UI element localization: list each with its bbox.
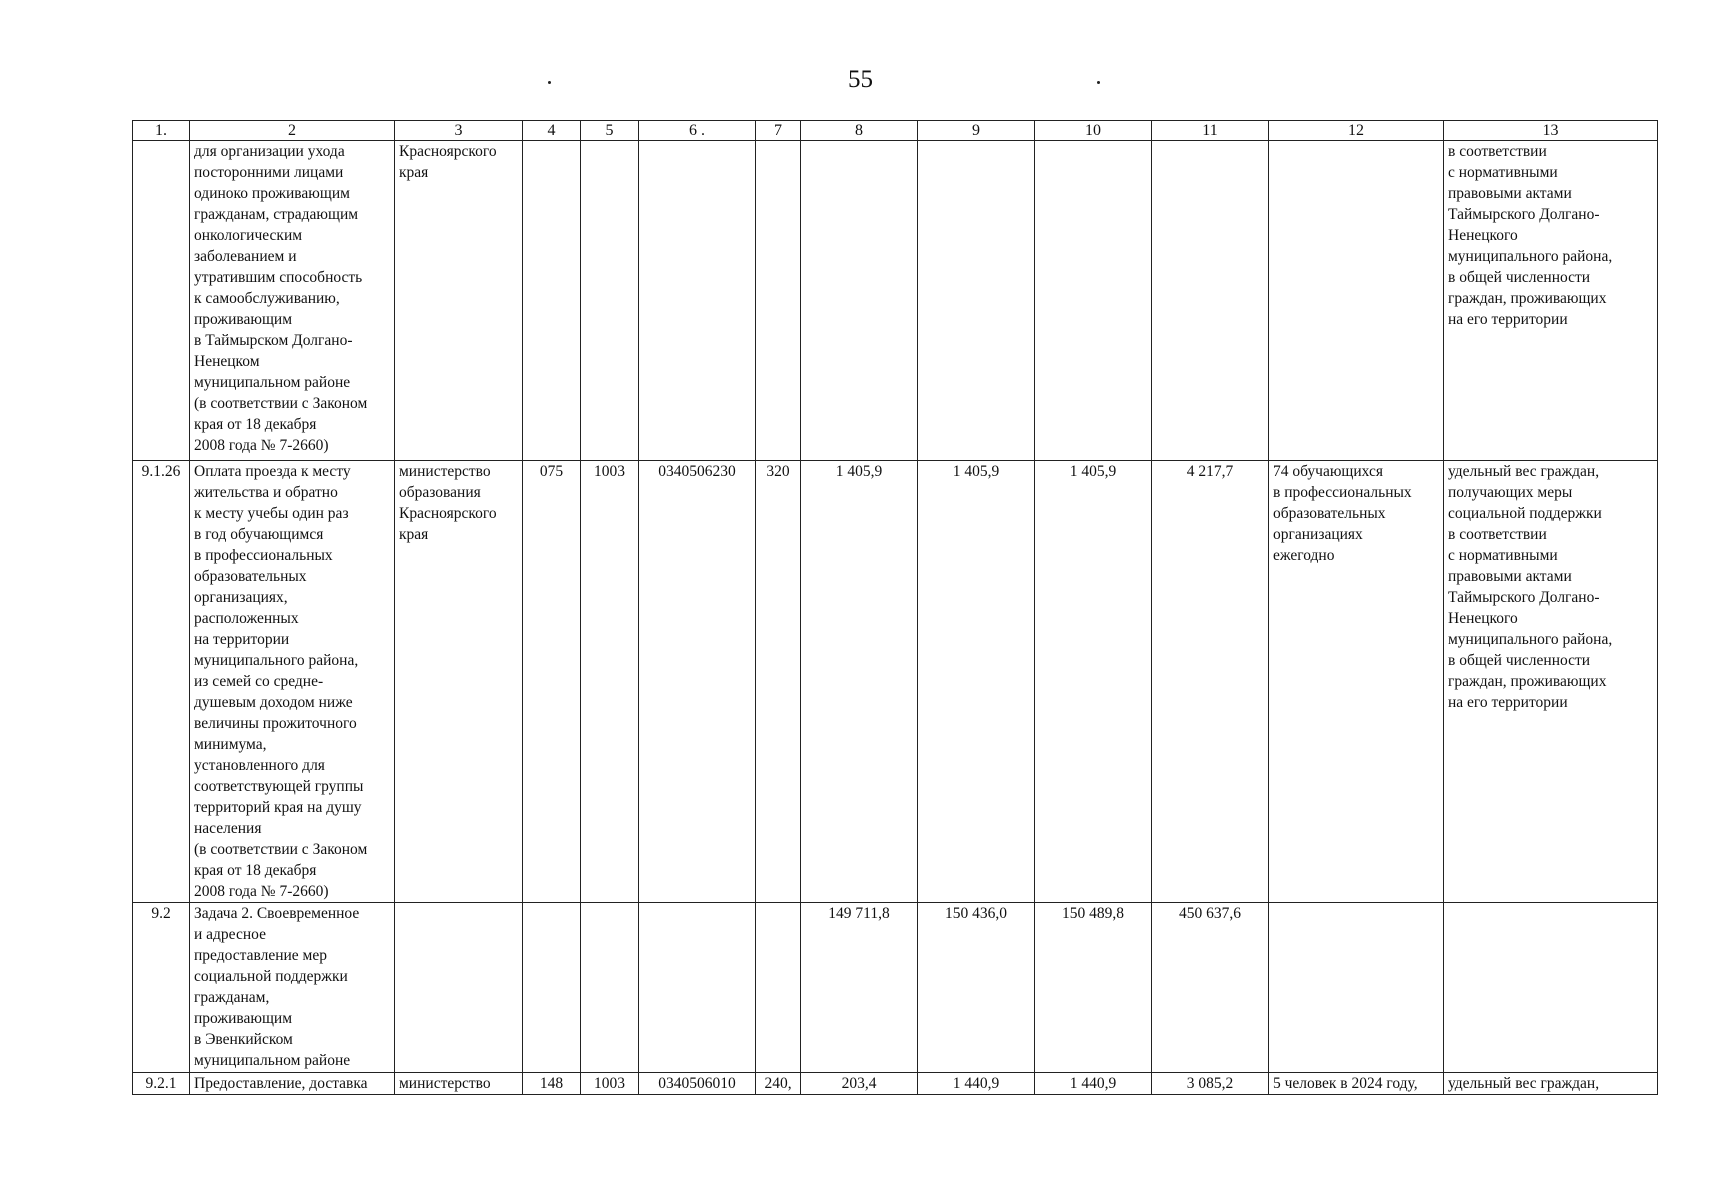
column-header: 10 xyxy=(1035,121,1152,141)
amount-cell: 1 405,9 xyxy=(801,461,918,903)
indicator-cell xyxy=(1444,903,1658,1073)
scan-speck xyxy=(1097,81,1100,84)
amount-cell xyxy=(1035,141,1152,461)
amount-cell xyxy=(918,141,1035,461)
code-cell xyxy=(581,141,639,461)
row-number-cell: 9.2.1 xyxy=(133,1073,190,1095)
code-cell: 0340506010 xyxy=(639,1073,756,1095)
column-header: 7 xyxy=(756,121,801,141)
table-row xyxy=(133,141,1658,461)
expected-result-cell: 74 обучающихся в профессиональных образовательных организациях ежегодно xyxy=(1269,461,1444,903)
page-number: 55 xyxy=(848,66,873,93)
amount-cell: 203,4 xyxy=(801,1073,918,1095)
code-cell: 1003 xyxy=(581,461,639,903)
code-cell: 240, xyxy=(756,1073,801,1095)
measure-name-cell: для организации ухода посторонними лицами одиноко проживающим гражданам, страдающим онкологическим заболеванием и утратившим способность к самообслуживанию, проживающим в Таймырском Долгано- Ненецком муниципальном районе (в соответствии с Законом края от 18 декабря 2008 года № 7-2660) xyxy=(190,141,395,461)
amount-cell: 4 217,7 xyxy=(1152,461,1269,903)
column-header: 12 xyxy=(1269,121,1444,141)
code-cell xyxy=(639,141,756,461)
column-header: 3 xyxy=(395,121,523,141)
column-header: 6 . xyxy=(639,121,756,141)
executor-cell: министерство образования Красноярского края xyxy=(395,461,523,903)
table-row xyxy=(133,903,1658,1073)
column-header: 13 xyxy=(1444,121,1658,141)
indicator-cell: в соответствии с нормативными правовыми актами Таймырского Долгано- Ненецкого муниципального района, в общей численности граждан, проживающих на его территории xyxy=(1444,141,1658,461)
measure-name-cell: Оплата проезда к месту жительства и обратно к месту учебы один раз в год обучающимся в профессиональных образовательных организациях, расположенных на территории муниципального района, из семей со средне- душевым доходом ниже величины прожиточного минимума, установленного для соответствующей группы территорий края на душу населения (в соответствии с Законом края от 18 декабря 2008 года № 7-2660) xyxy=(190,461,395,903)
measure-name-cell: Задача 2. Своевременное и адресное предоставление мер социальной поддержки гражданам, проживающим в Эвенкийском муниципальном районе xyxy=(190,903,395,1073)
column-header: 9 xyxy=(918,121,1035,141)
code-cell xyxy=(581,903,639,1073)
amount-cell: 1 405,9 xyxy=(918,461,1035,903)
data-table xyxy=(132,120,1658,1095)
code-cell xyxy=(756,141,801,461)
code-cell: 1003 xyxy=(581,1073,639,1095)
measure-name-cell: Предоставление, доставка xyxy=(190,1073,395,1095)
indicator-cell: удельный вес граждан, получающих меры социальной поддержки в соответствии с нормативными правовыми актами Таймырского Долгано- Ненецкого муниципального района, в общей численности граждан, проживающих на его территории xyxy=(1444,461,1658,903)
amount-cell: 1 440,9 xyxy=(918,1073,1035,1095)
code-cell: 0340506230 xyxy=(639,461,756,903)
expected-result-cell xyxy=(1269,903,1444,1073)
amount-cell: 1 405,9 xyxy=(1035,461,1152,903)
executor-cell: Красноярского края xyxy=(395,141,523,461)
column-header: 5 xyxy=(581,121,639,141)
code-cell xyxy=(523,903,581,1073)
amount-cell: 3 085,2 xyxy=(1152,1073,1269,1095)
expected-result-cell: 5 человек в 2024 году, xyxy=(1269,1073,1444,1095)
amount-cell xyxy=(801,141,918,461)
code-cell: 148 xyxy=(523,1073,581,1095)
executor-cell xyxy=(395,903,523,1073)
column-header: 11 xyxy=(1152,121,1269,141)
code-cell: 320 xyxy=(756,461,801,903)
amount-cell: 1 440,9 xyxy=(1035,1073,1152,1095)
column-header: 4 xyxy=(523,121,581,141)
row-number-cell: 9.2 xyxy=(133,903,190,1073)
code-cell xyxy=(523,141,581,461)
amount-cell: 150 489,8 xyxy=(1035,903,1152,1073)
column-header: 2 xyxy=(190,121,395,141)
amount-cell: 150 436,0 xyxy=(918,903,1035,1073)
indicator-cell: удельный вес граждан, xyxy=(1444,1073,1658,1095)
code-cell xyxy=(756,903,801,1073)
row-number-cell xyxy=(133,141,190,461)
amount-cell: 450 637,6 xyxy=(1152,903,1269,1073)
column-header: 1. xyxy=(133,121,190,141)
code-cell xyxy=(639,903,756,1073)
expected-result-cell xyxy=(1269,141,1444,461)
amount-cell: 149 711,8 xyxy=(801,903,918,1073)
executor-cell: министерство xyxy=(395,1073,523,1095)
table-header-row xyxy=(133,121,1658,141)
amount-cell xyxy=(1152,141,1269,461)
table-row xyxy=(133,1073,1658,1095)
column-header: 8 xyxy=(801,121,918,141)
table-row xyxy=(133,461,1658,903)
row-number-cell: 9.1.26 xyxy=(133,461,190,903)
scan-speck xyxy=(548,81,551,84)
code-cell: 075 xyxy=(523,461,581,903)
